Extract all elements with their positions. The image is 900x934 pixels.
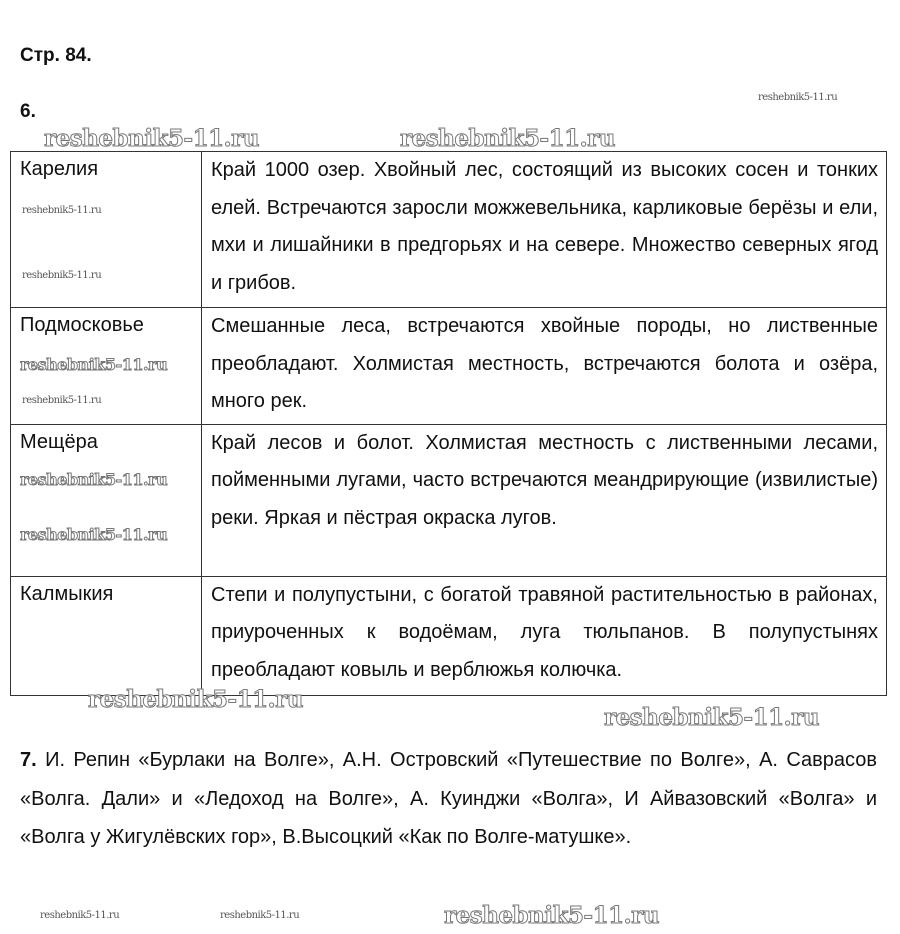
table-row	[11, 308, 887, 425]
watermark: reshebnik5-11.ru	[22, 395, 102, 406]
watermark: reshebnik5-11.ru	[40, 910, 120, 921]
task-7	[20, 741, 877, 857]
region-name: Мещёра	[11, 424, 202, 576]
watermark: reshebnik5-11.ru	[20, 355, 168, 374]
page-header: Стр. 84.	[20, 45, 92, 66]
region-name: Карелия	[11, 152, 202, 308]
region-name: Калмыкия	[11, 576, 202, 695]
watermark: reshebnik5-11.ru	[220, 910, 300, 921]
watermark: reshebnik5-11.ru	[22, 205, 102, 216]
watermark: reshebnik5-11.ru	[22, 270, 102, 281]
watermark: reshebnik5-11.ru	[20, 525, 168, 544]
table-row	[11, 576, 887, 695]
task-6-number: 6.	[20, 101, 36, 122]
watermark: reshebnik5-11.ru	[400, 125, 615, 152]
watermark: reshebnik5-11.ru	[444, 902, 659, 929]
region-description: Степи и полупустыни, с богатой травяной растительностью в районах, приуроченных к водоёмам, луга тюльпанов. В полупустынях преобладают ковыль и верблюжья колючка.	[202, 576, 887, 695]
region-name: Подмосковье	[11, 308, 202, 425]
table-row	[11, 424, 887, 576]
watermark: reshebnik5-11.ru	[758, 92, 838, 103]
task-7-text: И. Репин «Бурлаки на Волге», А.Н. Островский «Путешествие по Волге», А. Саврасов «Волга. Дали» и «Ледоход на Волге», А. Куинджи «Волга», И Айвазовский «Волга» и «Волга у Жигулёвских гор», В.Высоцкий «Как по Волге-матушке».	[20, 749, 877, 848]
watermark: reshebnik5-11.ru	[20, 470, 168, 489]
region-description: Край лесов и болот. Холмистая местность с лиственными лесами, пойменными лугами, часто встречаются меандрирующие (извилистые) реки. Яркая и пёстрая окраска лугов.	[202, 424, 887, 576]
watermark: reshebnik5-11.ru	[604, 704, 819, 731]
table-row	[11, 152, 887, 308]
region-description: Край 1000 озер. Хвойный лес, состоящий из высоких сосен и тонких елей. Встречаются заросли можжевельника, карликовые берёзы и ели, мхи и лишайники в предгорьях и на севере. Множество северных ягод и грибов.	[202, 152, 887, 308]
watermark: reshebnik5-11.ru	[88, 686, 303, 713]
region-description: Смешанные леса, встречаются хвойные породы, но лиственные преобладают. Холмистая местность, встречаются болота и озёра, много рек.	[202, 308, 887, 425]
regions-table	[10, 151, 887, 696]
watermark: reshebnik5-11.ru	[44, 125, 259, 152]
task-7-number: 7.	[20, 749, 37, 771]
